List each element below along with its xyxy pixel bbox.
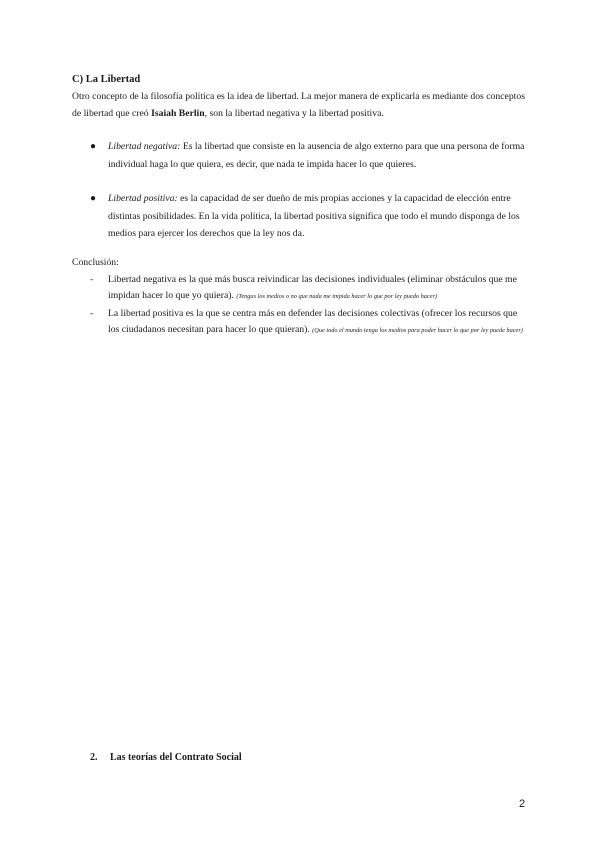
bullet-text: Es la libertad que consiste en la ausencia de algo externo para que una persona de forma individual haga lo que quiera, es decir, que nada te impida hacer lo que quieres.	[108, 141, 525, 170]
section-number: 2.	[90, 752, 98, 763]
bullet-item-libertad-positiva	[90, 190, 530, 243]
bullet-item-libertad-negativa	[90, 138, 530, 173]
bullet-list	[90, 138, 530, 243]
conclusion-note: (Tengas los medios o no que nada me impida hacer lo que por ley puedo hacer)	[236, 293, 438, 300]
section-heading-text: Las teorías del Contrato Social	[110, 752, 242, 763]
section-title: C) La Libertad	[72, 74, 141, 85]
bullet-icon: ●	[90, 141, 97, 152]
conclusion-label: Conclusión:	[72, 257, 119, 268]
intro-paragraph	[72, 89, 532, 122]
conclusion-text: Libertad negativa es la que más busca reivindicar las decisiones individuales (eliminar obstáculos que me impidan hacer lo que yo quiera).	[108, 274, 517, 301]
conclusion-item	[90, 272, 526, 304]
bullet-icon: ●	[90, 193, 97, 204]
next-section-heading	[90, 752, 242, 763]
dash-marker: -	[90, 308, 94, 319]
conclusion-list	[90, 272, 526, 338]
bullet-text: es la capacidad de ser dueño de mis propias acciones y la capacidad de elección entre distintas posibilidades. En la vida política, la libertad positiva significa que todo el mundo disponga de los medios para ejercer los derechos que la ley nos da.	[108, 193, 520, 239]
conclusion-text: La libertad positiva es la que se centra más en defender las decisiones colectivas (ofrecer los recursos que los ciudadanos necesitan para hacer lo que quieran).	[108, 308, 518, 335]
author-name: Isaiah Berlin	[151, 107, 205, 119]
intro-text-start: Otro concepto de la filosofía política es la idea de libertad. La mejor manera de explicarla es mediante dos conceptos de libertad que creó	[72, 91, 525, 119]
dash-marker: -	[90, 274, 94, 285]
page-number: 2	[519, 798, 526, 810]
bullet-term: Libertad positiva:	[108, 193, 178, 204]
conclusion-note: (Que todo el mundo tenga los medios para poder hacer lo que por ley puede hacer)	[312, 327, 523, 334]
bullet-term: Libertad negativa:	[108, 141, 181, 152]
intro-text-end: , son la libertad negativa y la libertad positiva.	[204, 107, 384, 119]
conclusion-item	[90, 306, 526, 338]
